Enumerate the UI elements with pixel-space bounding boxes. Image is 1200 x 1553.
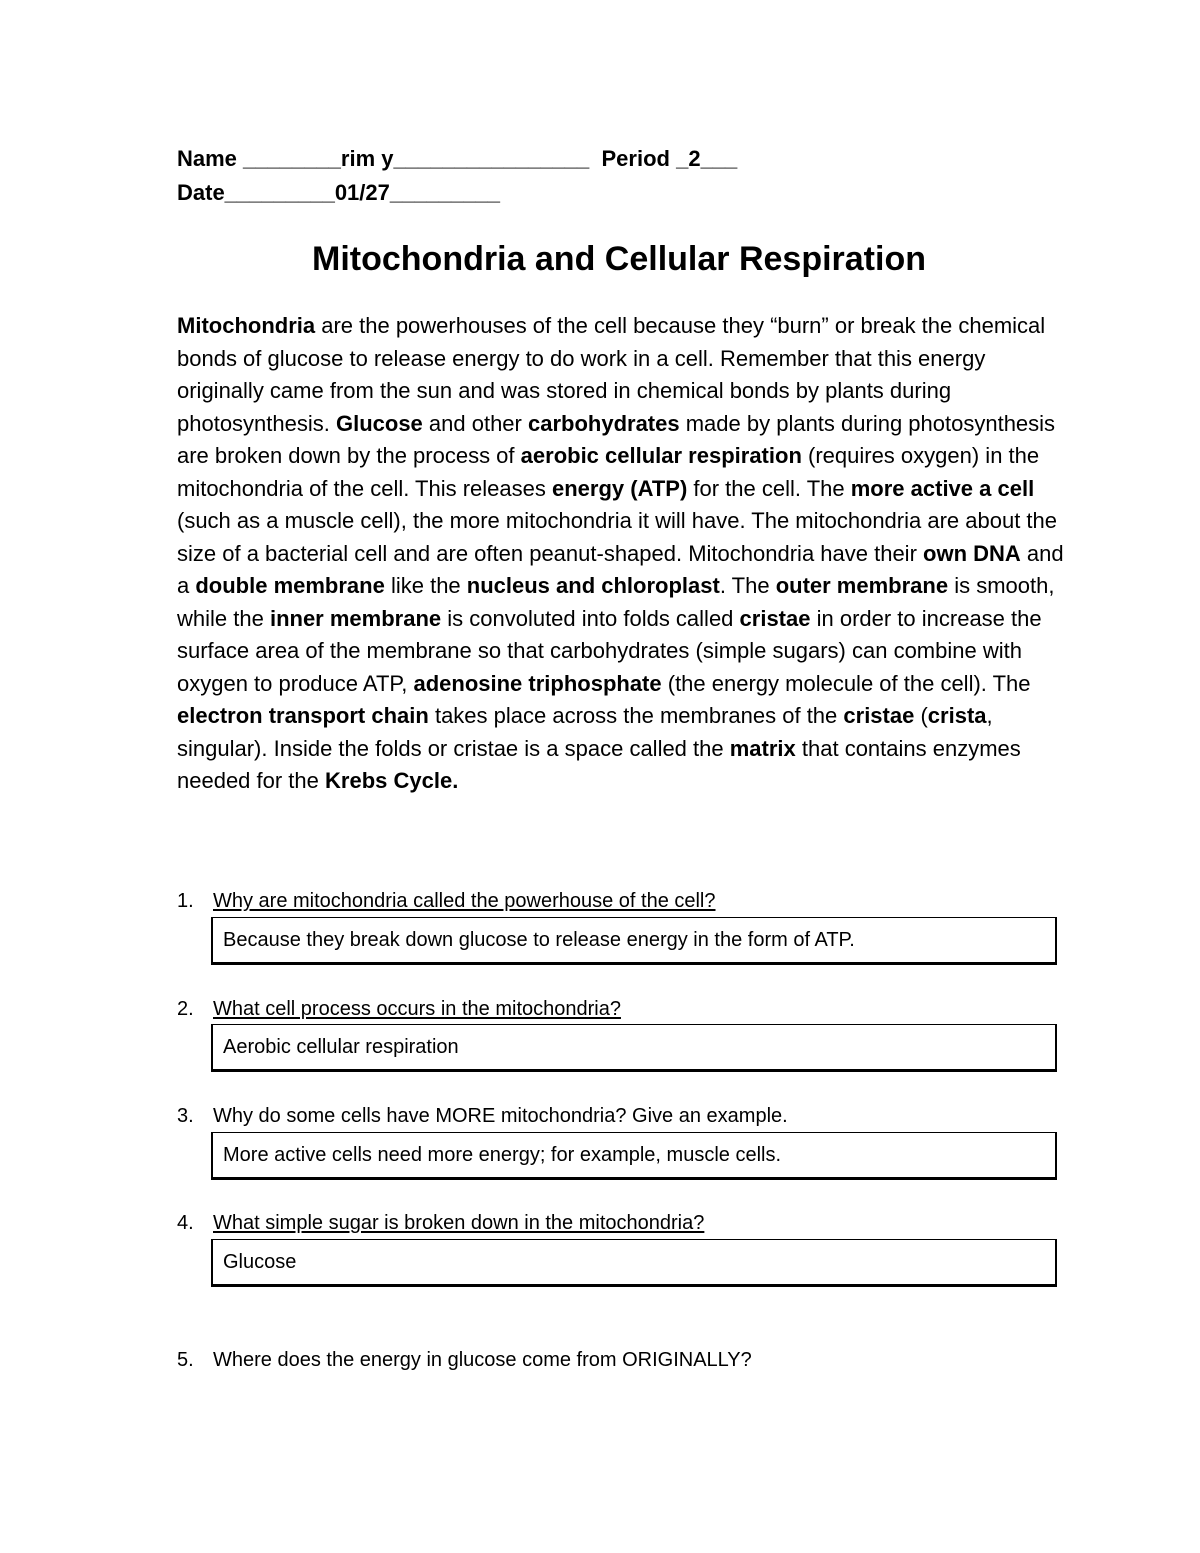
paragraph-text: . The: [719, 573, 776, 598]
period-field[interactable]: 2: [688, 146, 701, 171]
bold-term: own DNA: [923, 540, 1021, 566]
question-number: 1.: [177, 890, 194, 912]
paragraph-text: , singular). Inside the folds or cristae is a space called the: [177, 703, 993, 761]
answer-box-3[interactable]: More active cells need more energy; for example, muscle cells.: [211, 1132, 1057, 1180]
bold-term: cristae: [739, 605, 811, 631]
paragraph-text: and other: [422, 410, 528, 436]
question-text: Why are mitochondria called the powerhouse of the cell?: [213, 890, 716, 912]
bold-term: matrix: [729, 735, 796, 761]
bold-term: electron transport chain: [177, 703, 429, 728]
bold-term: aerobic cellular respiration: [520, 443, 802, 468]
answer-box-2[interactable]: Aerobic cellular respiration: [211, 1024, 1057, 1072]
paragraph-text: that contains enzymes needed for the: [177, 735, 1021, 793]
bold-term: more active a cell: [850, 475, 1035, 501]
paragraph-text: is smooth, while the: [177, 573, 1055, 631]
paragraph-text: takes place across the membranes of the: [428, 703, 844, 728]
name-field[interactable]: rim y: [340, 146, 394, 171]
name-label: Name ________: [177, 146, 341, 171]
bold-term: Mitochondria: [177, 313, 316, 338]
paragraph-text: for the cell. The: [687, 475, 851, 501]
paragraph-text: and a: [177, 540, 1064, 598]
answer-box-4[interactable]: Glucose: [211, 1239, 1057, 1287]
paragraph-text: like the: [384, 573, 467, 598]
question-2: [177, 998, 1077, 1020]
paragraph-text: is convoluted into folds called: [441, 605, 740, 631]
question-number: 5.: [177, 1349, 194, 1371]
question-number: 3.: [177, 1105, 194, 1127]
question-text: Why do some cells have MORE mitochondria? Give an example.: [213, 1105, 788, 1127]
bold-term: inner membrane: [269, 605, 442, 631]
intro-paragraph: [177, 310, 1067, 798]
question-text: What simple sugar is broken down in the mitochondria?: [213, 1212, 705, 1234]
date-label: Date_________: [177, 180, 335, 205]
question-number: 2.: [177, 998, 194, 1020]
bold-term: crista: [927, 703, 987, 728]
paragraph-text: (: [914, 703, 928, 728]
paragraph-text: (such as a muscle cell), the more mitochondria it will have. The mitochondria are about the size of a bacterial cell and are often peanut-shaped. Mitochondria have their: [177, 508, 1058, 566]
date-line: [177, 182, 500, 204]
period-blank: ___: [700, 146, 738, 171]
question-4: [177, 1212, 1077, 1234]
paragraph-text: (the energy molecule of the cell). The: [661, 670, 1031, 696]
period-label: Period _: [589, 146, 689, 171]
paragraph-text: (requires oxygen) in the mitochondria of the cell. This releases: [177, 443, 1040, 501]
question-number: 4.: [177, 1212, 194, 1234]
bold-term: carbohydrates: [527, 410, 680, 436]
paragraph-text: in order to increase the surface area of the membrane so that carbohydrates (simple sugars) can combine with oxygen to produce ATP,: [177, 605, 1042, 696]
page-title: Mitochondria and Cellular Respiration: [312, 240, 926, 278]
answer-box-1[interactable]: Because they break down glucose to release energy in the form of ATP.: [211, 917, 1057, 965]
date-field[interactable]: 01/27: [334, 180, 390, 205]
date-blank: _________: [389, 180, 500, 205]
question-5: [177, 1349, 1077, 1371]
bold-term: double membrane: [195, 573, 385, 598]
question-text: Where does the energy in glucose come from ORIGINALLY?: [213, 1349, 752, 1371]
bold-term: Glucose: [335, 410, 423, 436]
paragraph-text: are the powerhouses of the cell because they “burn” or break the chemical bonds of glucose to release energy to do work in a cell. Remember that this energy originally came from the sun and was stored in chemical bonds by plants during photosynthesis.: [177, 313, 1046, 436]
question-1: [177, 890, 1077, 912]
bold-term: nucleus and chloroplast: [466, 573, 720, 598]
bold-term: cristae: [843, 703, 915, 728]
bold-term: outer membrane: [775, 573, 949, 598]
question-3: [177, 1105, 1077, 1127]
bold-term: adenosine triphosphate: [413, 670, 662, 696]
name-period-line: [177, 148, 737, 170]
paragraph-text: made by plants during photosynthesis are broken down by the process of: [177, 410, 1056, 468]
question-text: What cell process occurs in the mitochondria?: [213, 998, 621, 1020]
name-blank: ________________: [393, 146, 590, 171]
bold-term: energy (ATP): [552, 475, 688, 501]
bold-term: Krebs Cycle.: [325, 768, 459, 793]
